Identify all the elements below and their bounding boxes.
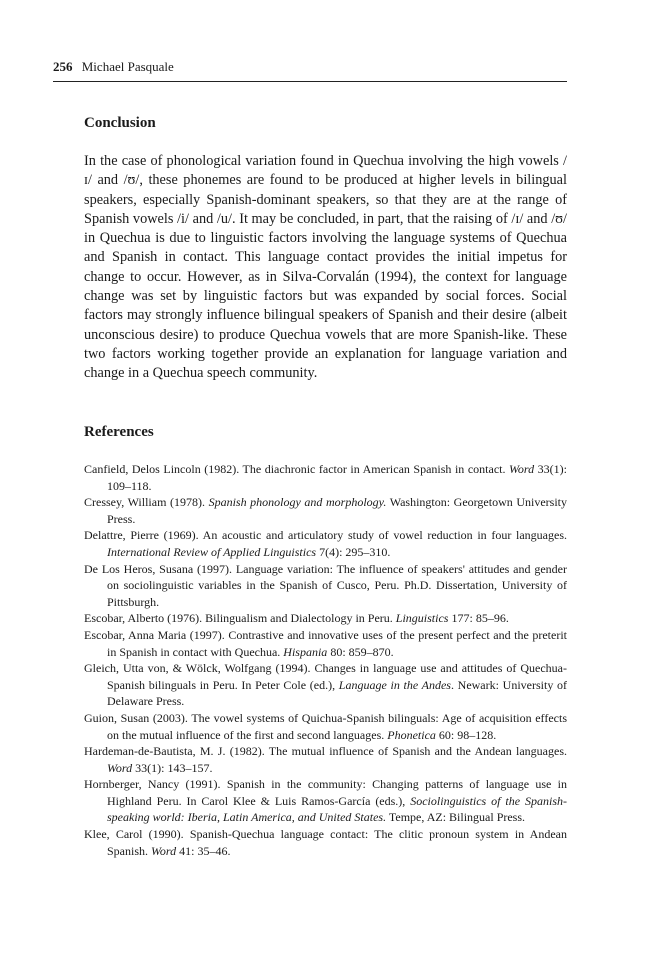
reference-item: Klee, Carol (1990). Spanish-Quechua language contact: The clitic pronoun system in Andean Spanish. Word 41: 35–46. bbox=[84, 827, 567, 858]
reference-item: Guion, Susan (2003). The vowel systems of Quichua-Spanish bilinguals: Age of acquisition effects on the mutual influence of the first and second languages. Phonetica 60: 98–128. bbox=[84, 710, 567, 742]
conclusion-paragraph: In the case of phonological variation found in Quechua involving the high vowels /ɪ/ and /ʊ/, these phonemes are found to be produced at higher levels in bilingual speakers, especially Spanish-dominant speakers, so that they are at the range of Spanish vowels /i/ and /u/. It may be concluded, in part, that the raising of /ɪ/ and /ʊ/ in Quechua is due to linguistic factors involving the language systems of Quechua and Spanish in contact. This language contact provides the initial impetus for change to occur. However, as in Silva-Corvalán (1994), the context for language change was set by linguistic factors but was expanded by social forces. Social factors may strongly influence bilingual speakers of Spanish and their desire (albeit unconscious desire) to produce Quechua vowels that are more Spanish-like. These two factors working together provide an explanation for language variation and change in a Quechua speech community. bbox=[84, 153, 567, 382]
reference-item: Delattre, Pierre (1969). An acoustic and articulatory study of vowel reduction in four languages. International Review of Applied Linguistics 7(4): 295–310. bbox=[84, 528, 567, 559]
conclusion-heading: Conclusion bbox=[84, 115, 156, 131]
reference-item: Escobar, Anna Maria (1997). Contrastive and innovative uses of the present perfect and the preterit in Spanish in contact with Quechua. Hispania 80: 859–870. bbox=[84, 627, 567, 659]
reference-item: Hornberger, Nancy (1991). Spanish in the community: Changing patterns of language use in Highland Peru. In Carol Klee & Luis Ramos-García (eds.), Sociolinguistics of the Spanish-speaking world: Iberia, Latin America, and United States. Tempe, AZ: Bilingual Press. bbox=[84, 777, 567, 825]
page-number: 256 bbox=[53, 59, 73, 74]
reference-item: Gleich, Utta von, & Wölck, Wolfgang (1994). Changes in language use and attitudes of Quechua-Spanish bilinguals in Peru. In Peter Cole (ed.), Language in the Andes. Newark: University of Delaware Press. bbox=[84, 661, 567, 709]
references-heading: References bbox=[84, 424, 154, 440]
reference-item: Cressey, William (1978). Spanish phonology and morphology. Washington: Georgetown University Press. bbox=[84, 495, 567, 526]
reference-item: De Los Heros, Susana (1997). Language variation: The influence of speakers' attitudes and gender on sociolinguistic variables in the Spanish of Cusco, Peru. Ph.D. Dissertation, University of Pittsburgh. bbox=[84, 561, 567, 609]
reference-list bbox=[84, 461, 567, 859]
reference-item: Canfield, Delos Lincoln (1982). The diachronic factor in American Spanish in contact. Word 33(1): 109–118. bbox=[84, 462, 567, 493]
running-author: Michael Pasquale bbox=[81, 59, 174, 74]
reference-item: Hardeman-de-Bautista, M. J. (1982). The mutual influence of Spanish and the Andean languages. Word 33(1): 143–157. bbox=[84, 744, 567, 775]
reference-item: Escobar, Alberto (1976). Bilingualism and Dialectology in Peru. Linguistics 177: 85–96. bbox=[84, 611, 509, 626]
running-header bbox=[53, 59, 567, 82]
